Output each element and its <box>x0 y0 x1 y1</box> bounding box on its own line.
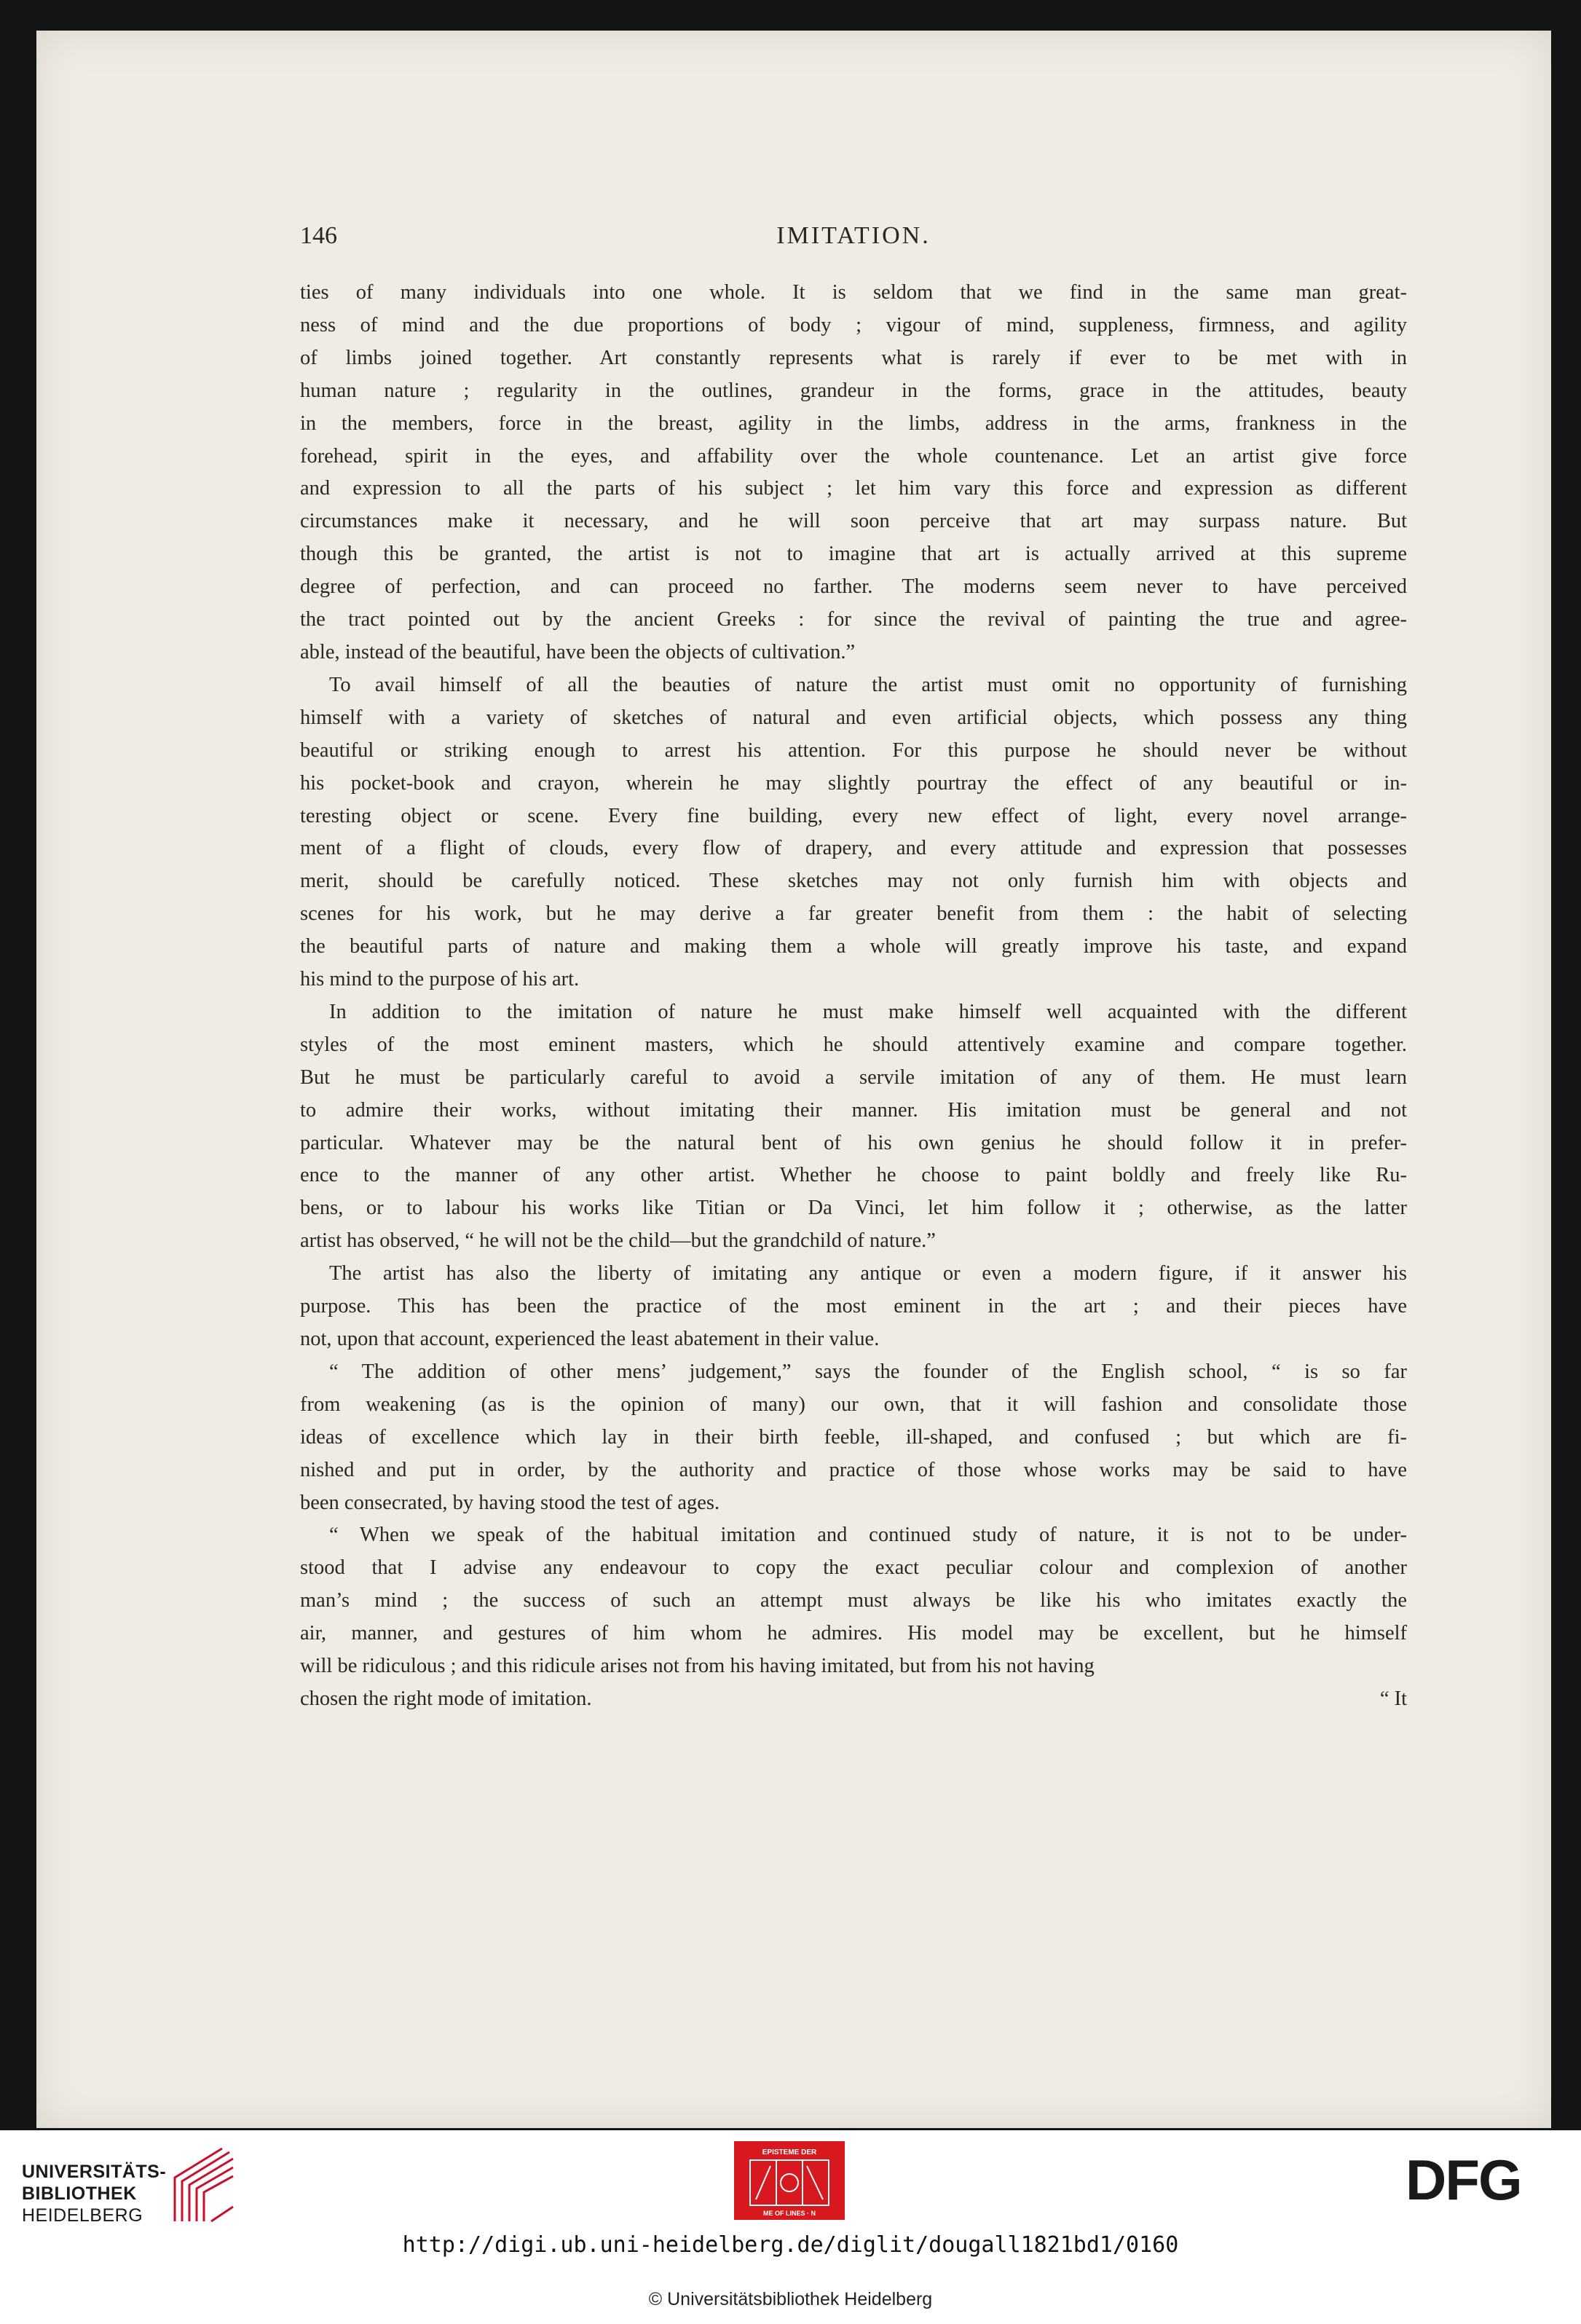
text-line: teresting object or scene. Every fine building, every new effect of light, every novel arrange- <box>300 804 1407 827</box>
epistemes-text-bottom: ME OF LINES · N <box>763 2210 816 2217</box>
text-line: in the members, force in the breast, agility in the limbs, address in the arms, frankness in the <box>300 411 1407 435</box>
text-line: his mind to the purpose of his art. <box>300 968 580 991</box>
epistemes-logo[interactable] <box>734 2141 845 2220</box>
text-line: and expression to all the parts of his subject ; let him vary this force and expression as different <box>300 477 1407 500</box>
text-line: But he must be particularly careful to avoid a servile imitation of any of them. He must learn <box>300 1066 1407 1089</box>
paragraph <box>300 1519 1407 1683</box>
text-line: ties of many individuals into one whole. It is seldom that we find in the same man great- <box>300 281 1407 304</box>
text-line: the tract pointed out by the ancient Greeks : for since the revival of painting the true and agree- <box>300 608 1407 631</box>
text-line: able, instead of the beautiful, have been the objects of cultivation.” <box>300 640 856 663</box>
text-line: ment of a flight of clouds, every flow of drapery, and every attitude and expression that possesses <box>300 837 1407 860</box>
running-title: IMITATION. <box>776 222 931 249</box>
library-mark-icon <box>160 2141 240 2229</box>
paragraph <box>300 1356 1407 1520</box>
text-line: The artist has also the liberty of imitating any antique or even a modern figure, if it answer his <box>329 1262 1407 1285</box>
text-line: artist has observed, “ he will not be the child—but the grandchild of nature.” <box>300 1229 936 1253</box>
paragraph <box>300 1258 1407 1356</box>
text-line: “ When we speak of the habitual imitation and continued study of nature, it is not to be under- <box>329 1524 1407 1547</box>
text-line: the beautiful parts of nature and making them a whole will greatly improve his taste, and expand <box>300 935 1407 958</box>
paragraph <box>300 669 1407 996</box>
epistemes-emblem-icon <box>734 2141 845 2220</box>
text-line: In addition to the imitation of nature he must make himself well acquainted with the different <box>329 1000 1407 1023</box>
text-line: styles of the most eminent masters, which he should attentively examine and compare together. <box>300 1033 1407 1056</box>
text-line: from weakening (as is the opinion of many) our own, that it will fashion and consolidate those <box>300 1393 1407 1416</box>
text-line: degree of perfection, and can proceed no farther. The moderns seem never to have perceived <box>300 575 1407 599</box>
university-library-logo[interactable] <box>22 2141 240 2229</box>
page-header <box>300 222 1407 266</box>
dfg-logo-text: DFG <box>1405 2154 1521 2205</box>
text-line: circumstances make it necessary, and he will soon perceive that art may surpass nature. But <box>300 510 1407 533</box>
library-logo-line: HEIDELBERG <box>22 2205 143 2226</box>
paragraph <box>300 277 1407 669</box>
text-line: scenes for his work, but he may derive a far greater benefit from them : the habit of selecting <box>300 902 1407 926</box>
text-line: been consecrated, by having stood the test of ages. <box>300 1491 720 1514</box>
paragraph <box>300 996 1407 1258</box>
text-line: though this be granted, the artist is not to imagine that art is actually arrived at this supreme <box>300 543 1407 566</box>
text-line: human nature ; regularity in the outlines, grandeur in the forms, grace in the attitudes, beauty <box>300 379 1407 402</box>
text-line: purpose. This has been the practice of the most eminent in the art ; and their pieces have <box>300 1295 1407 1318</box>
text-line: merit, should be carefully noticed. These sketches may not only furnish him with objects and <box>300 870 1407 893</box>
library-logo-line: UNIVERSITÄTS- <box>22 2162 167 2182</box>
text-line: stood that I advise any endeavour to copy the exact peculiar colour and complexion of another <box>300 1556 1407 1580</box>
copyright-notice: © Universitätsbibliothek Heidelberg <box>648 2289 933 2309</box>
library-logo-line: BIBLIOTHEK <box>22 2183 137 2204</box>
catchword: “ It <box>1379 1687 1407 1710</box>
text-line: forehead, spirit in the eyes, and affability over the whole countenance. Let an artist give force <box>300 444 1407 468</box>
text-line: To avail himself of all the beauties of nature the artist must omit no opportunity of furnishing <box>329 673 1407 696</box>
text-line: not, upon that account, experienced the least abatement in their value. <box>300 1328 880 1350</box>
text-line: to admire their works, without imitating their manner. His imitation must be general and not <box>300 1098 1407 1122</box>
text-line: particular. Whatever may be the natural bent of his own genius he should follow it in prefer- <box>300 1131 1407 1154</box>
text-line: nished and put in order, by the authority and practice of those whose works may be said to have <box>300 1458 1407 1481</box>
text-line: bens, or to labour his works like Titian or Da Vinci, let him follow it ; otherwise, as the latter <box>300 1197 1407 1220</box>
text-line: himself with a variety of sketches of natural and even artificial objects, which possess any thing <box>300 706 1407 729</box>
text-line: of limbs joined together. Art constantly represents what is rarely if ever to be met with in <box>300 346 1407 369</box>
source-url-link[interactable]: http://digi.ub.uni-heidelberg.de/diglit/dougall1821bd1/0160 <box>402 2232 1179 2258</box>
text-line: man’s mind ; the success of such an attempt must always be like his who imitates exactly the <box>300 1589 1407 1612</box>
epistemes-text-top: EPISTEME DER <box>762 2148 817 2156</box>
text-line: air, manner, and gestures of him whom he admires. His model may be excellent, but he himself <box>300 1622 1407 1645</box>
text-line: will be ridiculous ; and this ridicule arises not from his having imitated, but from his not having <box>300 1655 1095 1678</box>
text-line: beautiful or striking enough to arrest his attention. For this purpose he should never be without <box>300 738 1407 762</box>
text-line: “ The addition of other mens’ judgement,” says the founder of the English school, “ is so far <box>329 1360 1407 1383</box>
text-line: ence to the manner of any other artist. Whether he choose to paint boldly and freely like Ru- <box>300 1164 1407 1187</box>
dfg-logo[interactable] <box>1405 2154 1562 2205</box>
last-line-text: chosen the right mode of imitation. <box>300 1687 592 1710</box>
text-line <box>300 1683 1407 1716</box>
body-text <box>300 277 1407 1716</box>
text-line: ness of mind and the due proportions of body ; vigour of mind, suppleness, firmness, and agility <box>300 313 1407 336</box>
page-number: 146 <box>300 222 337 249</box>
text-line: his pocket-book and crayon, wherein he may slightly pourtray the effect of any beautiful or in- <box>300 771 1407 795</box>
text-line: ideas of excellence which lay in their birth feeble, ill-shaped, and confused ; but which are fi- <box>300 1425 1407 1449</box>
